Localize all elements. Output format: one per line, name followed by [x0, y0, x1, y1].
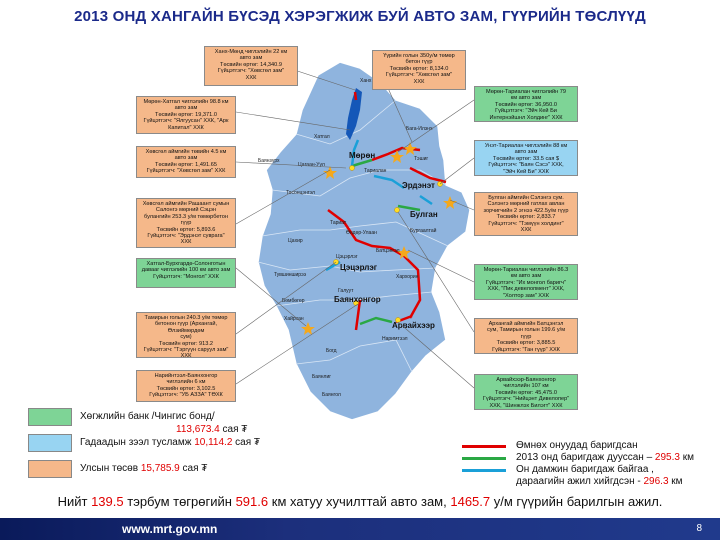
- legend-ongoing-line: [462, 469, 506, 472]
- project-box-muren-khatgal: Мөрөн-Хатгал чиглэлийн 98.8 км авто зам Төсвийн өртөг: 19,371.0 Гүйцэтгэгч: "Ялгуусан" ХХК, "Арк Капитал" ХХК: [136, 96, 236, 134]
- project-box-battsengel-bridge: Архангай аймгийн Батцэнгэл сум, Тамирын голын 199.6 у/м гүүр Төсвийн өртөг: 3,885.5 Гүйцэтгэгч: "Ган гүүр" ХХК: [474, 318, 578, 354]
- svg-text:Цагаан-Уул: Цагаан-Уул: [298, 162, 325, 168]
- legend-2013-label: 2013 онд баригдаж дууссан – 295.3 км: [516, 452, 694, 463]
- legend-done-label: Өмнөх онуудад баригдсан: [516, 440, 638, 451]
- svg-text:Өндөр-Улаан: Өндөр-Улаан: [346, 230, 377, 236]
- footer-bar: [0, 518, 720, 540]
- project-box-khankh-road: Ханх-Мөнд чиглэлийн 22 км авто зам Төсвийн өртөг: 14,340.9 Гүйцэтгэгч: "Хөвсгөл зам" ХХК: [204, 46, 298, 86]
- legend-loan-value: 113,673.4 сая ₮: [176, 424, 248, 435]
- legend-2013-line: [462, 457, 506, 460]
- legend-loan-swatch: [28, 408, 72, 426]
- svg-text:Тувшинширээ: Тувшинширээ: [274, 272, 307, 278]
- svg-text:Богд: Богд: [326, 348, 337, 354]
- legend-foreign-label: Гадаадын зээл тусламж 10,114.2 сая ₮: [80, 437, 261, 448]
- label-bulgan: Булган: [410, 210, 438, 219]
- legend-ongoing-label-2: дараагийн ажил хийгдсэн - 296.3 км: [516, 476, 683, 487]
- svg-text:Цэцэрлэг: Цэцэрлэг: [336, 254, 358, 260]
- legend-done-line: [462, 445, 506, 448]
- svg-text:Батцэнгэл: Батцэнгэл: [376, 248, 400, 254]
- project-box-muren-tarialan-86: Мөрөн-Тариалан чиглэлийн 86.3 км авто зам Гүйцэтгэгч: "Их монгол баригч" ХХК, "Пик девелопмент" ХХК, "Холтор зам" ХХК: [474, 264, 578, 300]
- project-box-muren-tarialan-79: Мөрөн-Тариалан чиглэлийн 79 км авто зам Төсвийн өртөг: 36,950.0 Гүйцэтгэгч: "Эйч Кей Би Интернэйшнл Холдинг" ХХК: [474, 86, 578, 122]
- svg-text:Тосонцэнгэл: Тосонцэнгэл: [286, 190, 315, 196]
- project-box-arvaikheer-bayankhongor: Арвайхээр-Баянхонгор чиглэлийн 107 км Төсвийн өртөг: 45,475.0 Гүйцэтгэгч: "Нийцэнт Дивелопер" ХХК, "Шинжлэх Билэгт" ХХК: [474, 374, 578, 410]
- project-box-uur-bridge: Үүрийн голын 350у/м төмөр бетон гүүр Төсвийн өртөг: 8,134.0 Гүйцэтгэгч: "Хөвсгөл зам" ХХК: [372, 50, 466, 90]
- legend-state-swatch: [28, 460, 72, 478]
- project-box-unet-tarialan: Унэт-Тариалан чиглэлийн 88 км авто зам Төсвийн өртөг: 33.5 сая $ Гүйцэтгэгч: "Баян Сэсэ" ХХК, "Эйч Кей Би" ХХК: [474, 140, 578, 176]
- svg-text:Бөмбөгөр: Бөмбөгөр: [282, 298, 305, 304]
- label-bayankhongor: Баянхонгор: [334, 295, 381, 304]
- project-box-khatgal-road: Хатгал-Бурхгардө-Солонготын давааг чиглэлийн 100 км авто зам Гүйцэтгэгч: "Монгол" ХХК: [136, 258, 236, 288]
- svg-text:Баянзүрх: Баянзүрх: [258, 158, 280, 164]
- page-number: 8: [696, 523, 702, 534]
- project-box-tamir-bridge: Тамирын голын 240.3 у/м төмөр бетонон гүүр (Архангай, Өлзиймөрдөм сум) Төсвийн өртөг: 913.2 Гүйцэтгэгч: "Тэргүүн саруул зам" ХХК: [136, 312, 236, 358]
- footer-url-link[interactable]: www.mrt.gov.mn: [122, 522, 218, 536]
- svg-text:Тариат: Тариат: [330, 220, 347, 226]
- legend-foreign-swatch: [28, 434, 72, 452]
- label-erdenet: Эрдэнэт: [402, 181, 435, 190]
- svg-text:Хайрхан: Хайрхан: [284, 316, 304, 322]
- legend-ongoing-label: Он дамжин баригдаж байгаа ,: [516, 464, 654, 475]
- legend-loan-label: Хөгжлийн банк /Чингис бонд/: [80, 411, 215, 422]
- svg-text:Наримтээл: Наримтээл: [382, 336, 408, 342]
- page-title: 2013 ОНД ХАНГАЙН БҮСЭД ХЭРЭГЖИЖ БУЙ АВТО ЗАМ, ГҮҮРИЙН ТӨСЛҮҮД: [74, 8, 646, 25]
- label-arvaikheer: Арвайхээр: [392, 321, 435, 330]
- project-box-khuvsgul-center: Хөвсгөл аймгийн төвийн 4.5 км авто зам Төсвийн өртөг: 1,491.65 Гүйцэтгэгч: "Хөвсгөл зам" ХХК: [136, 146, 236, 178]
- svg-text:Бургаалтай: Бургаалтай: [410, 228, 437, 234]
- svg-text:Тэшиг: Тэшиг: [414, 156, 429, 162]
- svg-text:Хархорин: Хархорин: [396, 274, 419, 280]
- svg-text:Цахир: Цахир: [288, 238, 303, 244]
- legend-state-label: Улсын төсөв 15,785.9 сая ₮: [80, 463, 208, 474]
- project-box-nariintel: Нарийнтээл-Баянхонгор чиглэлийн 6 км Төсвийн өртөг: 3,102.5 Гүйцэтгэгч: "УБ АЗЗА" ТӨХК: [136, 370, 236, 402]
- svg-text:Хатгал: Хатгал: [314, 134, 330, 140]
- project-box-selenge-bridge: Хөвсгөл аймгийн Рашаант сумын Салонгэ мөрний Сэцэн булангийн 253.3 у/м төмөрбетон гүүр Төсвийн өртөг: 5,893.6 Гүйцэтгэгч: "Эрдэнэт суврага" ХХК: [136, 198, 236, 248]
- svg-text:Баянлиг: Баянлиг: [312, 374, 332, 380]
- svg-text:Бага-Илэнх: Бага-Илэнх: [406, 126, 433, 132]
- label-tsetserleg: Цэцэрлэг: [340, 263, 378, 272]
- project-box-bulgan-selenge: Булган аймгийн Сэлэнгэ сум. Сэлэнгэ мөрний гатлах авлан зорчигчийн 2 эгнээ 422.5у/м гүүр Төсвийн өртөг: 2,833.7 Гүйцэтгэгч: "Тэмүүн холдинг" ХХК: [474, 192, 578, 236]
- svg-text:Галуут: Галуут: [338, 288, 354, 294]
- label-muren: Мөрөн: [349, 151, 376, 160]
- svg-text:Баянгол: Баянгол: [322, 392, 341, 398]
- svg-text:Тариалан: Тариалан: [364, 168, 387, 174]
- summary-line: Нийт 139.5 тэрбум төгрөгийн 591.6 км хатуу хучилттай авто зам, 1465.7 у/м гүүрийн барилгын ажил.: [57, 494, 663, 509]
- svg-text:Ханх: Ханх: [360, 78, 372, 84]
